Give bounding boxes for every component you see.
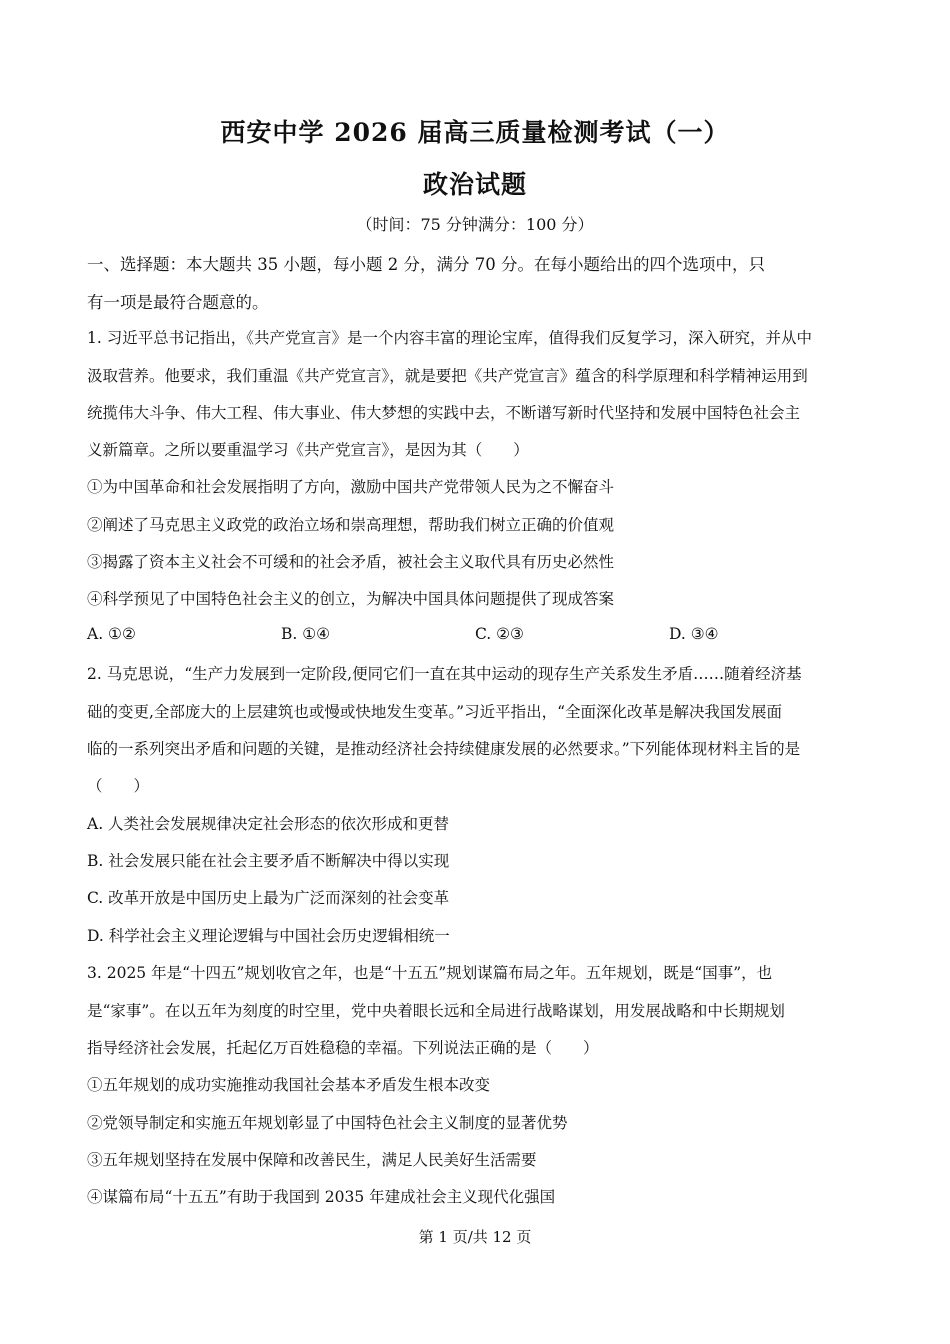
q1-option-c: C. ②③ [475,625,524,643]
q1-stem-line: 统揽伟大斗争、伟大工程、伟大事业、伟大梦想的实践中去，不断谱写新时代坚持和发展中国特色社会主 [87,404,801,422]
page-number: 第 1 页/共 12 页 [418,1228,532,1246]
q2-option-c: C. 改革开放是中国历史上最为广泛而深刻的社会变革 [87,889,450,907]
q1-option-a: A. ①② [87,625,136,643]
q2-option-d: D. 科学社会主义理论逻辑与中国社会历史逻辑相统一 [87,927,450,945]
q3-item: ②党领导制定和实施五年规划彰显了中国特色社会主义制度的显著优势 [87,1114,568,1132]
q1-item: ③揭露了资本主义社会不可缓和的社会矛盾，被社会主义取代具有历史必然性 [87,553,615,571]
q3-stem-line: 是“家事”。在以五年为刻度的时空里，党中央着眼长远和全局进行战略谋划，用发展战略和中长期规划 [87,1002,785,1020]
q2-stem-line: 础的变更,全部庞大的上层建筑也或慢或快地发生变革。”习近平指出，“全面深化改革是解决我国发展面 [87,703,783,721]
q1-item: ②阐述了马克思主义政党的政治立场和崇高理想，帮助我们树立正确的价值观 [87,516,615,534]
q1-item: ①为中国革命和社会发展指明了方向，激励中国共产党带领人民为之不懈奋斗 [87,478,615,496]
q2-stem-line: 临的一系列突出矛盾和问题的关键，是推动经济社会持续健康发展的必然要求。”下列能体现材料主旨的是 [87,740,801,758]
q1-option-d: D. ③④ [669,625,719,643]
q2-stem-line: （ ） [87,777,150,795]
q3-stem-line: 指导经济社会发展，托起亿万百姓稳稳的幸福。下列说法正确的是（ ） [87,1039,599,1057]
q3-item: ④谋篇布局“十五五”有助于我国到 2035 年建成社会主义现代化强国 [87,1188,556,1206]
q3-item: ①五年规划的成功实施推动我国社会基本矛盾发生根本改变 [87,1076,491,1094]
section-instruction-line-2: 有一项是最符合题意的。 [87,293,269,312]
q1-item: ④科学预见了中国特色社会主义的创立，为解决中国具体问题提供了现成答案 [87,590,615,608]
exam-title: 西安中学 2026 届高三质量检测考试（一） [220,118,730,147]
q3-stem-line: 3. 2025 年是“十四五”规划收官之年，也是“十五五”规划谋篇布局之年。五年规划，既是“国事”，也 [87,964,773,982]
time-info: （时间：75 分钟满分：100 分） [356,215,594,234]
q2-option-a: A. 人类社会发展规律决定社会形态的依次形成和更替 [87,815,450,833]
q1-option-b: B. ①④ [281,625,331,643]
q1-stem-line: 义新篇章。之所以要重温学习《共产党宣言》，是因为其（ ） [87,441,529,459]
q2-stem-line: 2. 马克思说，“生产力发展到一定阶段,便同它们一直在其中运动的现存生产关系发生矛盾……随着经济基 [87,665,802,683]
section-instruction-line-1: 一、选择题：本大题共 35 小题，每小题 2 分，满分 70 分。在每小题给出的四个选项中，只 [87,255,765,274]
q2-option-b: B. 社会发展只能在社会主要矛盾不断解决中得以实现 [87,852,450,870]
q3-item: ③五年规划坚持在发展中保障和改善民生，满足人民美好生活需要 [87,1151,537,1169]
q1-stem-line: 汲取营养。他要求，我们重温《共产党宣言》，就是要把《共产党宣言》蕴含的科学原理和科学精神运用到 [87,367,808,385]
subject-title: 政治试题 [422,170,527,199]
q1-stem-line: 1. 习近平总书记指出，《共产党宣言》是一个内容丰富的理论宝库，值得我们反复学习，深入研究，并从中 [87,329,812,347]
